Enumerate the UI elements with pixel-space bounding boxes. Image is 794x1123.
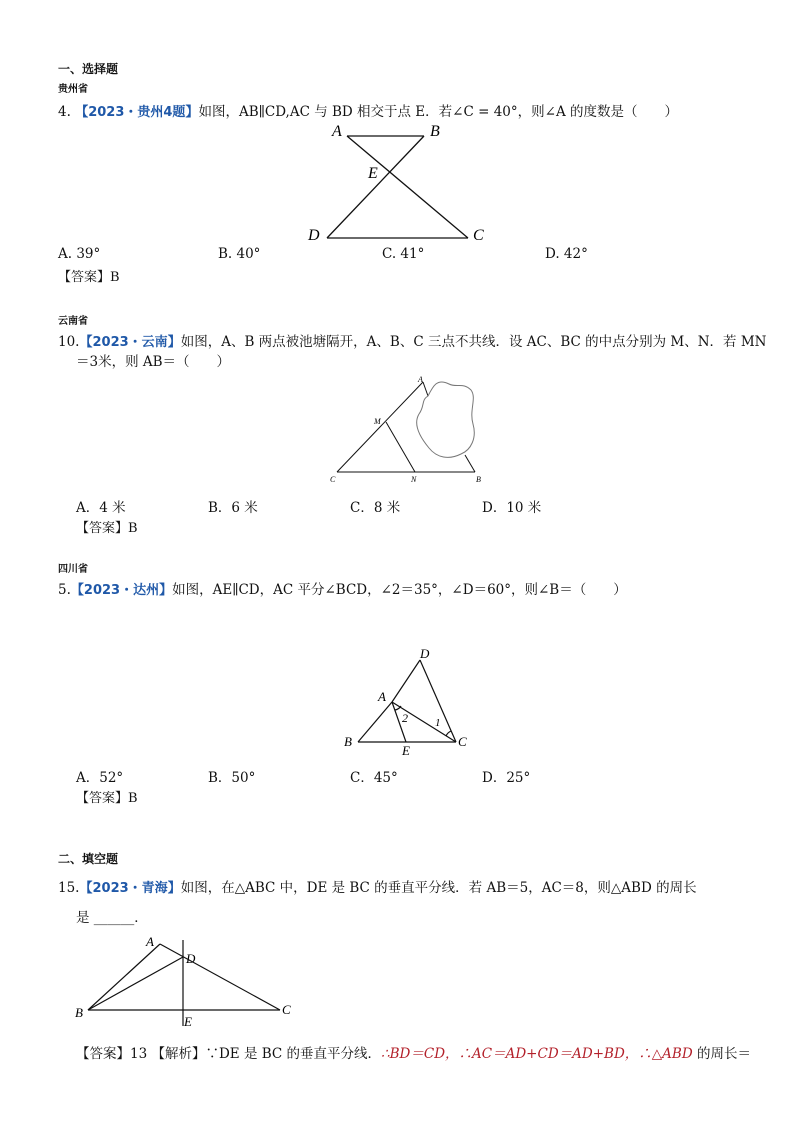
source-close: 】 <box>167 335 181 350</box>
segment-a-stub <box>423 382 428 396</box>
province-label: 云南省 <box>58 316 88 327</box>
analysis-text-red: ∴BD＝CD，∴AC＝AD+CD＝AD+BD，∴△ABD <box>381 1046 693 1062</box>
segment-b-stub <box>465 455 475 472</box>
point-label-a: A <box>418 375 423 384</box>
point-label-c: C <box>282 1002 291 1017</box>
point-label-b: B <box>75 1005 83 1020</box>
answer-prefix: 【答案】13 【解析】 <box>76 1046 206 1062</box>
angle-label-2: 2 <box>402 711 408 725</box>
question-text: 如图，AE∥CD，AC 平分∠BCD，∠2＝35°，∠D＝60°，则∠B＝（ ） <box>172 582 627 598</box>
question-4 <box>58 100 678 120</box>
q4-figure <box>300 118 500 248</box>
source-close: 】 <box>167 881 181 896</box>
analysis-text-1: ∵DE 是 BC 的垂直平分线． <box>205 1046 382 1062</box>
answer: 【答案】B <box>58 270 120 285</box>
question-source: 2023・青海 <box>92 881 168 896</box>
question-source: 2023・达州 <box>83 583 160 598</box>
point-label-e: E <box>184 1014 192 1029</box>
option-d: D. 42° <box>545 246 588 262</box>
question-5 <box>58 578 627 598</box>
question-number: 4. <box>58 104 71 120</box>
segment-ac <box>160 944 280 1010</box>
source-open: 【 <box>79 881 93 896</box>
segment-ad <box>392 660 420 702</box>
pond-shape <box>417 382 475 457</box>
answer: 【答案】B <box>76 521 138 536</box>
source-close: 】 <box>185 105 199 120</box>
option-c: C．8 米 <box>350 500 401 516</box>
point-label-e: E <box>402 743 410 758</box>
segment-dc <box>420 660 456 742</box>
question-number: 15. <box>58 880 80 896</box>
point-label-c: C <box>458 734 467 749</box>
option-d: D．25° <box>482 770 531 786</box>
question-number: 5. <box>58 582 71 598</box>
segment-mn <box>386 422 415 472</box>
point-label-a: A <box>332 123 342 140</box>
source-open: 【 <box>75 105 89 120</box>
section-title-choice: 一、选择题 <box>58 62 119 76</box>
option-a: A．4 米 <box>76 500 126 516</box>
point-label-a: A <box>146 934 154 949</box>
segment-ba <box>358 702 392 742</box>
question-text-line1: 如图，在△ABC 中，DE 是 BC 的垂直平分线．若 AB＝5，AC＝8，则△ABD 的周长 <box>180 880 697 896</box>
question-source: 2023・云南 <box>92 335 168 350</box>
point-label-d: D <box>186 951 196 966</box>
source-close: 】 <box>159 583 173 598</box>
point-label-b: B <box>430 123 440 140</box>
point-label-b: B <box>344 734 352 749</box>
option-a: A. 39° <box>58 246 101 262</box>
question-15 <box>58 876 697 896</box>
section-title-fill: 二、填空题 <box>58 852 119 866</box>
question-source: 2023・贵州4题 <box>88 105 186 120</box>
angle-arc-2 <box>395 706 401 710</box>
question-text-line2: 是 ______． <box>76 910 148 926</box>
angle-arc-1 <box>446 731 451 736</box>
option-b: B. 40° <box>218 246 261 262</box>
question-text: 如图，AB∥CD,AC 与 BD 相交于点 E．若∠C = 40°，则∠A 的度数是（ ） <box>198 104 678 120</box>
q10-figure <box>325 372 495 490</box>
point-label-e: E <box>368 165 378 182</box>
question-text-line1: 如图，A、B 两点被池塘隔开，A、B、C 三点不共线．设 AC、BC 的中点分别为 M、N．若 MN <box>180 334 767 350</box>
answer-analysis <box>76 1042 751 1062</box>
option-c: C．45° <box>350 770 398 786</box>
source-open: 【 <box>70 583 84 598</box>
option-a: A．52° <box>76 770 124 786</box>
q15-figure <box>70 930 310 1030</box>
point-label-d: D <box>420 646 430 661</box>
question-10 <box>58 330 766 350</box>
province-label: 贵州省 <box>58 84 88 95</box>
point-label-m: M <box>374 417 381 426</box>
point-label-d: D <box>308 227 320 244</box>
source-open: 【 <box>79 335 93 350</box>
point-label-b: B <box>476 475 481 484</box>
question-number: 10. <box>58 334 80 350</box>
angle-label-1: 1 <box>435 717 441 729</box>
option-b: B．6 米 <box>208 500 258 516</box>
option-d: D．10 米 <box>482 500 542 516</box>
point-label-n: N <box>411 475 417 484</box>
analysis-text-2: 的周长＝ <box>692 1046 751 1062</box>
answer: 【答案】B <box>76 791 138 806</box>
option-c: C. 41° <box>382 246 425 262</box>
province-label: 四川省 <box>58 564 88 575</box>
segment-bd <box>88 957 183 1010</box>
q5-figure <box>338 640 478 758</box>
option-b: B．50° <box>208 770 256 786</box>
point-label-c: C <box>473 227 484 244</box>
segment-ba <box>88 944 160 1010</box>
question-text-line2: ＝3米，则 AB＝（ ） <box>76 354 231 370</box>
point-label-c: C <box>330 475 336 484</box>
segment-ac <box>347 136 468 238</box>
point-label-a: A <box>378 689 386 704</box>
segment-ca <box>337 382 423 472</box>
segment-bd <box>327 136 424 238</box>
